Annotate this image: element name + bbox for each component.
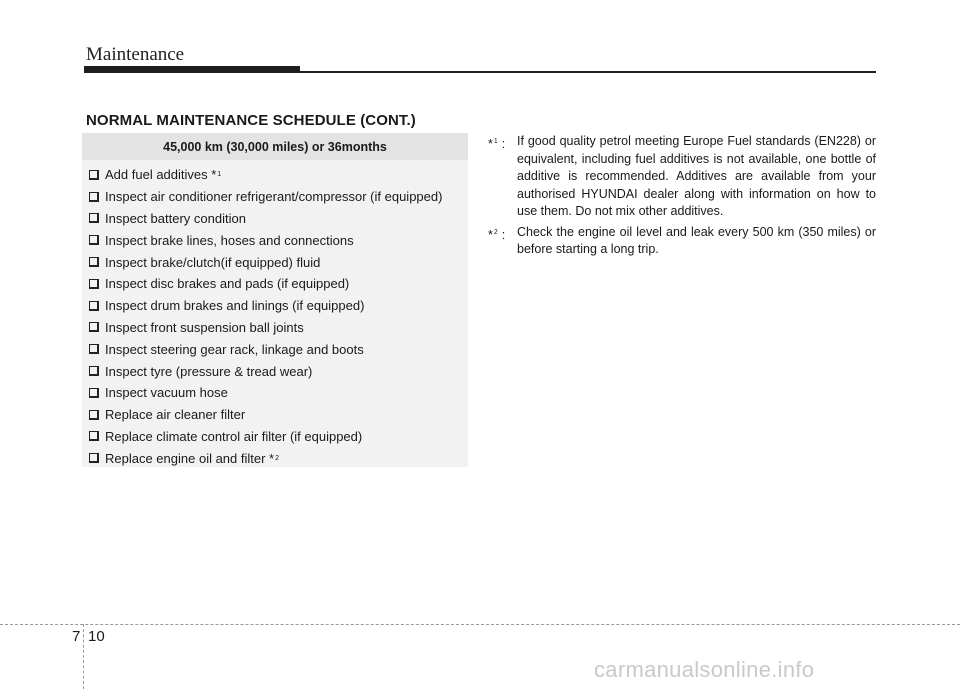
schedule-item-label: Replace air cleaner filter xyxy=(105,407,246,423)
checkbox-icon xyxy=(89,235,99,245)
page-number: 10 xyxy=(88,628,105,645)
footnote-separator: : xyxy=(501,227,506,242)
schedule-item-label: Inspect disc brakes and pads (if equipped) xyxy=(105,276,350,292)
schedule-item xyxy=(82,382,468,404)
checkbox-icon xyxy=(89,388,99,398)
watermark: carmanualsonline.info xyxy=(594,657,815,682)
chapter-number: 7 xyxy=(72,628,81,645)
checkbox-icon xyxy=(89,257,99,267)
footnote xyxy=(488,224,876,259)
footnote-asterisk: * xyxy=(488,227,493,242)
schedule-item xyxy=(82,426,468,448)
schedule-item xyxy=(82,251,468,273)
footnote-asterisk: * xyxy=(488,137,493,152)
schedule-item-label: Inspect brake/clutch(if equipped) fluid xyxy=(105,254,321,270)
header-rule-thin xyxy=(300,71,876,73)
schedule-item xyxy=(82,317,468,339)
checkbox-icon xyxy=(89,213,99,223)
footnote-text: If good quality petrol meeting Europe Fuel standards (EN228) or equivalent, including fuel additives is not available, one bottle of additive is recommended. Additives are available from your authorised HYUNDAI dealer along with information on how to use them. Do not mix other additives. xyxy=(517,134,876,218)
footnotes xyxy=(488,133,876,262)
schedule-item-label: Inspect drum brakes and linings (if equipped) xyxy=(105,298,365,314)
schedule-list xyxy=(82,160,468,469)
schedule-item xyxy=(82,186,468,208)
schedule-item-label: Inspect brake lines, hoses and connections xyxy=(105,232,354,248)
schedule-item-label: Add fuel additives * xyxy=(105,167,217,183)
checkbox-icon xyxy=(89,366,99,376)
schedule-item-label: Inspect vacuum hose xyxy=(105,385,228,401)
schedule-item xyxy=(82,164,468,186)
schedule-item-label: Inspect steering gear rack, linkage and boots xyxy=(105,341,364,357)
checkbox-icon xyxy=(89,453,99,463)
schedule-item xyxy=(82,404,468,426)
schedule-item xyxy=(82,338,468,360)
footer-divider xyxy=(83,624,84,689)
schedule-item xyxy=(82,360,468,382)
footnote-marker xyxy=(488,224,505,245)
schedule-interval-header: 45,000 km (30,000 miles) or 36months xyxy=(82,133,468,160)
schedule-item-label: Inspect tyre (pressure & tread wear) xyxy=(105,363,313,379)
checkbox-icon xyxy=(89,301,99,311)
footnote-marker xyxy=(488,133,505,154)
checkbox-icon xyxy=(89,279,99,289)
checkbox-icon xyxy=(89,322,99,332)
footer-rule xyxy=(0,624,960,625)
schedule-item xyxy=(82,229,468,251)
checkbox-icon xyxy=(89,344,99,354)
checkbox-icon xyxy=(89,410,99,420)
footnote-number: 1 xyxy=(493,138,498,145)
schedule-item xyxy=(82,208,468,230)
schedule-item-label: Inspect front suspension ball joints xyxy=(105,319,304,335)
section-title: NORMAL MAINTENANCE SCHEDULE (CONT.) xyxy=(86,112,416,129)
schedule-item-label: Inspect air conditioner refrigerant/compressor (if equipped) xyxy=(105,189,443,205)
schedule-item-label: Replace engine oil and filter * xyxy=(105,450,275,466)
schedule-item xyxy=(82,273,468,295)
footnote-number: 2 xyxy=(493,228,498,236)
schedule-item xyxy=(82,447,468,469)
checkbox-icon xyxy=(89,431,99,441)
footnote-separator: : xyxy=(501,137,506,152)
checkbox-icon xyxy=(89,192,99,202)
footnote-ref: 2 xyxy=(275,454,280,462)
checkbox-icon xyxy=(89,170,99,180)
header-rule-thick xyxy=(84,66,300,73)
header-title: Maintenance xyxy=(86,44,185,65)
footnote-text: Check the engine oil level and leak every 500 km (350 miles) or before starting a long trip. xyxy=(517,224,876,256)
schedule-item-label: Inspect battery condition xyxy=(105,210,246,226)
footnote xyxy=(488,133,876,221)
schedule-item-label: Replace climate control air filter (if equipped) xyxy=(105,428,363,444)
schedule-box xyxy=(82,133,468,467)
footnote-ref: 1 xyxy=(217,171,222,179)
schedule-item xyxy=(82,295,468,317)
